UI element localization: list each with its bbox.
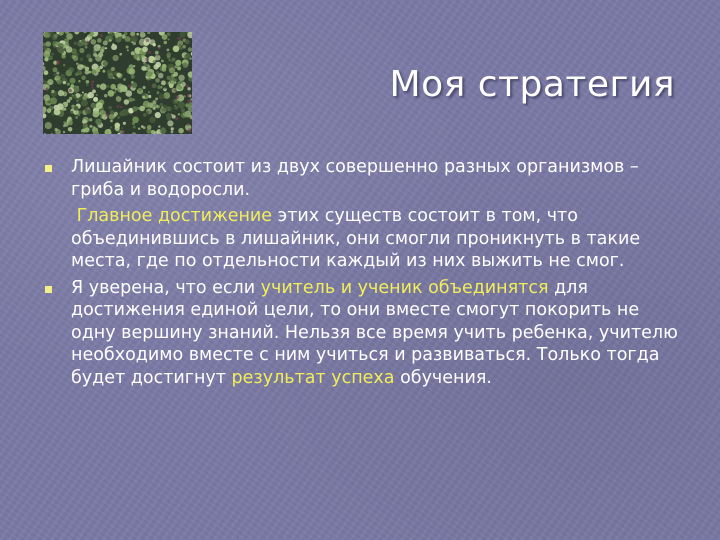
bullet-text-2a: Я уверена, что если [71, 277, 261, 298]
sub-text: этих существ состоит в том, что объединившись в лишайник, они смогли проникнуть в такие места, где по отдельности каждый из них выжить не смог. [71, 206, 641, 271]
highlight-teacher-student: учитель и ученик объединятся [260, 277, 549, 298]
highlight-main-achievement: Главное достижение [76, 206, 273, 226]
slide-body [44, 156, 684, 389]
bullet-text-1: Лишайник состоит из двух совершенно разных организмов – гриба и водоросли. [71, 157, 639, 200]
sub-item-achievement [44, 205, 684, 273]
bullet-text-2b: для достижения единой цели, то они вместе смогут покорить не одну вершину знаний. Нельзя все время учить ребенка, учителю необходимо вместе с ним учиться и развиваться. Только тогда будет достигнут [71, 277, 678, 388]
lichen-photo [43, 32, 192, 134]
bullet-item-lichen [44, 156, 684, 201]
bullet-item-strategy [44, 277, 684, 390]
slide-title: Моя стратегия [389, 64, 675, 105]
highlight-result: результат успеха [231, 367, 395, 388]
bullet-text-2c: обучения. [394, 367, 492, 388]
